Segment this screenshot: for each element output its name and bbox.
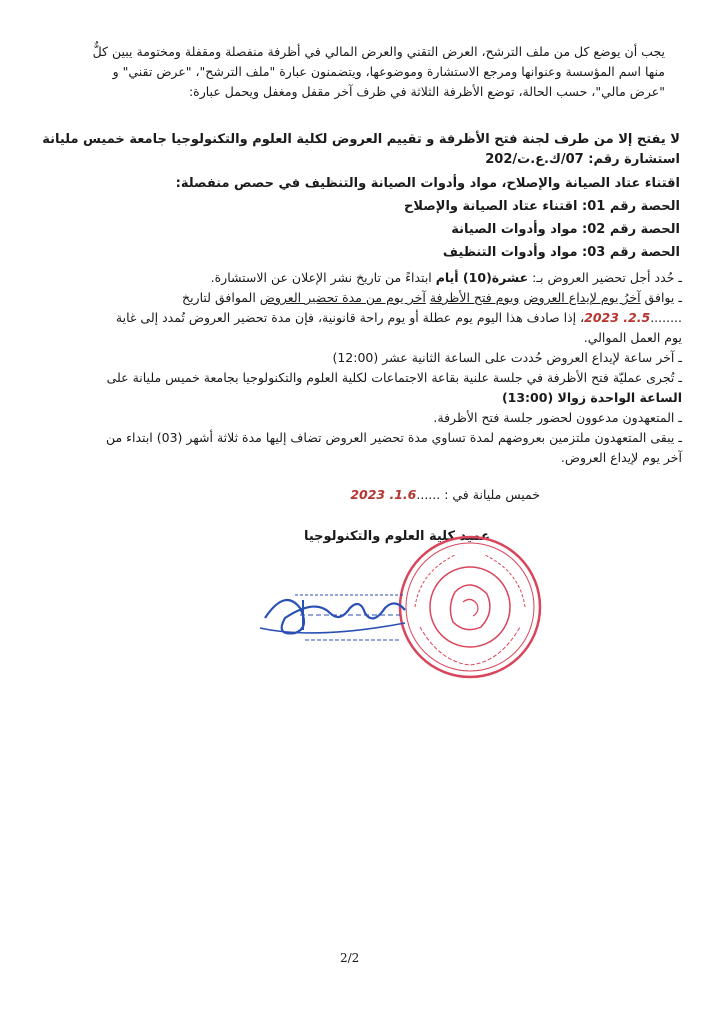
condition-validity: ـ يبقى المتعهدون ملتزمين بعروضهم لمدة تساوي مدة تحضير العروض تضاف إليها مدة ثلاثة أشهر (03) ابتداء من (105, 430, 682, 445)
notice-line-2: استشارة رقم: 07/ك.ع.ت/202 (485, 152, 680, 167)
condition-last-day-cont: ........2.5. 2023، إذا صادف هذا اليوم يوم عطلة أو يوم راحة قانونية، فإن مدة تحضير العروض تُمدد إلى غاية (115, 310, 682, 325)
place-date: خميس مليانة في : ......1.6. 2023 (350, 487, 540, 502)
handwritten-signature (255, 578, 415, 648)
intro-line-2: منها اسم المؤسسة وعنوانها ومرجع الاستشارة وموضوعها، ويتضمنون عبارة "ملف الترشح"، "عرض تقني" و (112, 64, 665, 79)
condition-hour: ـ آخر ساعة لإيداع العروض حُددت على الساعة الثانية عشر (12:00) (332, 350, 682, 365)
lots-title: اقتناء عتاد الصيانة والإصلاح، مواد وأدوات الصيانة والتنظيف في حصص منفصلة: (175, 176, 680, 191)
condition-last-day: ـ يوافق آخرُ يوم لإيداع العروض ويوم فتح الأظرفة آخر يوم من مدة تحضير العروض الموافق لتاريخ (182, 290, 682, 305)
condition-opening-time: الساعة الواحدة زوالا (13:00) (501, 390, 682, 405)
page-number: 2/2 (340, 951, 360, 965)
handwritten-sign-date: 1.6. 2023 (350, 487, 417, 502)
conditions-list (36, 268, 682, 468)
intro-line-3: "عرض مالي"، حسب الحالة، توضع الأظرفة الثلاثة في ظرف آخر مقفل ومغفل ويحمل عبارة: (188, 84, 665, 99)
intro-paragraph (50, 42, 665, 102)
handwritten-date: 2.5. 2023 (584, 310, 651, 325)
lot-item: الحصة رقم 02: مواد وأدوات الصيانة (451, 222, 680, 237)
lot-item: الحصة رقم 03: مواد وأدوات التنظيف (442, 245, 680, 260)
lots-section (40, 172, 680, 264)
condition-opening: ـ تُجرى عمليّة فتح الأظرفة في جلسة علنية بقاعة الاجتماعات لكلية العلوم والتكنولوجيا بجامعة خميس مليانة على (106, 370, 682, 385)
condition-next-day: يوم العمل الموالي. (583, 330, 682, 345)
condition-deadline: ـ حُدد أجل تحضير العروض بـ: عشرة(10) أيام ابتداءً من تاريخ نشر الإعلان عن الاستشارة. (210, 270, 682, 285)
official-round-stamp (395, 532, 545, 682)
lot-item: الحصة رقم 01: اقتناء عتاد الصيانة والإصلاح (403, 199, 680, 214)
condition-validity-cont: آخر يوم لإيداع العروض. (560, 450, 682, 465)
dean-title: عميد كلية العلوم والتكنولوجيا (303, 529, 490, 544)
intro-line-1: يجب أن يوضع كل من ملف الترشح، العرض التقني والعرض المالي في أظرفة منفصلة ومقفلة ومختومة يبين كلٌّ (92, 44, 665, 59)
notice-line-1: لا يفتح إلا من طرف لجنة فتح الأظرفة و تقييم العروض لكلية العلوم والتكنولوجيا جامعة خميس مليانة (42, 132, 680, 147)
condition-attendance: ـ المتعهدون مدعوون لحضور جلسة فتح الأظرفة. (433, 410, 682, 425)
envelope-notice (40, 130, 680, 170)
